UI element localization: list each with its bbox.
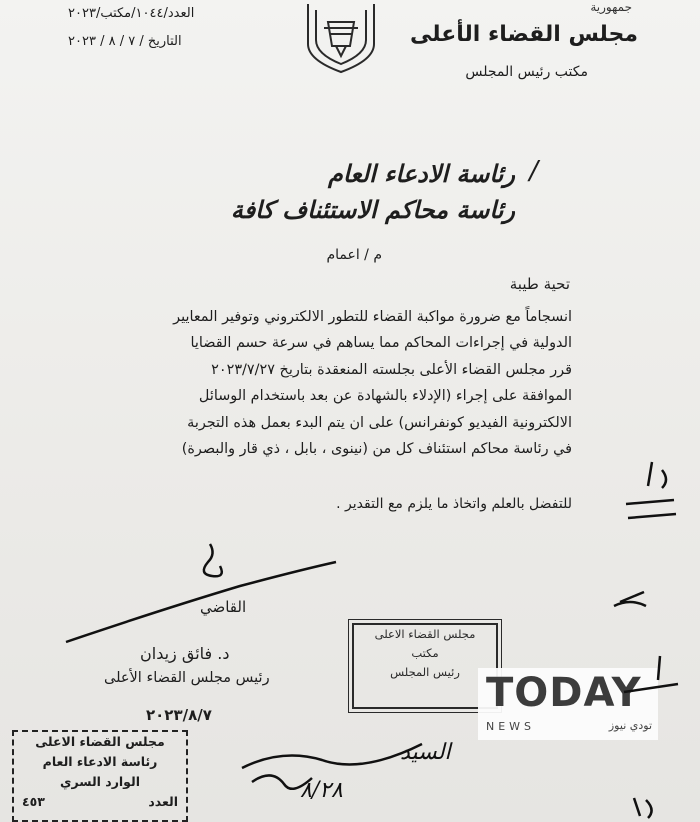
signature-date: ٢٠٢٣/٨/٧ <box>146 706 212 724</box>
emblem-icon <box>300 0 382 78</box>
incoming-stamp-line-1: مجلس القضاء الاعلى <box>35 734 165 749</box>
incoming-stamp <box>12 730 188 822</box>
stamp-line-1: مجلس القضاء الاعلى <box>374 627 476 641</box>
addressee-line-1: رئاسة الادعاء العام <box>328 160 515 188</box>
greeting: تحية طيبة <box>509 275 570 293</box>
slash-mark: / <box>529 156 538 186</box>
body-line: الموافقة على إجراء (الإدلاء بالشهادة عن بعد باستخدام الوسائل <box>198 388 572 405</box>
body-line: قرر مجلس القضاء الأعلى بجلسته المنعقدة بتاريخ ٢٠٢٣/٧/٢٧ <box>211 361 572 378</box>
watermark-subtitle-ar: تودي نيوز <box>608 719 652 732</box>
stamp-line-3: رئيس المجلس <box>390 665 460 679</box>
margin-marks <box>600 460 690 820</box>
watermark-subtitle: NEWS <box>486 720 536 733</box>
letter-body <box>102 304 572 462</box>
stamp-line-2: مكتب <box>411 646 439 660</box>
handwritten-initials: السيد <box>400 740 451 765</box>
body-line: الدولية في إجراءات المحاكم مما يساهم في سرعة حسم القضايا <box>190 335 572 352</box>
reference-number: العدد/١٠٤٤/مكتب/٢٠٢٣ <box>68 6 195 21</box>
incoming-stamp-number-row <box>14 792 186 812</box>
corner-mark: جمهورية <box>590 0 632 14</box>
office-name: مكتب رئيس المجلس <box>465 64 588 80</box>
signer-name: د. فائق زيدان <box>140 644 230 663</box>
letter-date: التاريخ / ٧ / ٨ / ٢٠٢٣ <box>68 34 182 49</box>
incoming-stamp-number: ٤٥٣ <box>22 794 45 809</box>
signature-scribble <box>60 540 340 650</box>
subject-line: م / اعمام <box>326 247 382 263</box>
handwritten-number: ٨/٢٨ <box>300 778 343 803</box>
incoming-stamp-number-label: العدد <box>148 794 178 809</box>
incoming-stamp-line-2: رئاسة الادعاء العام <box>42 754 158 769</box>
signer-position: رئيس مجلس القضاء الأعلى <box>104 670 270 686</box>
office-stamp <box>352 623 498 709</box>
addressee-line-2: رئاسة محاكم الاستئناف كافة <box>230 196 515 224</box>
closing-line: للتفضل بالعلم واتخاذ ما يلزم مع التقدير . <box>336 496 572 512</box>
watermark-title: TODAY <box>486 670 642 716</box>
body-line: الالكترونية الفيديو كونفرانس) على ان يتم البدء بعمل هذه التجربة <box>187 414 572 431</box>
body-line: في رئاسة محاكم استئناف كل من (نينوى ، بابل ، ذي قار والبصرة) <box>181 441 572 458</box>
incoming-stamp-line-3: الوارد السري <box>60 774 140 789</box>
signer-title-judge: القاضي <box>200 598 247 616</box>
body-line: انسجاماً مع ضرورة مواكبة القضاء للتطور الالكتروني وتوفير المعايير <box>173 309 572 325</box>
council-name: مجلس القضاء الأعلى <box>409 22 638 47</box>
